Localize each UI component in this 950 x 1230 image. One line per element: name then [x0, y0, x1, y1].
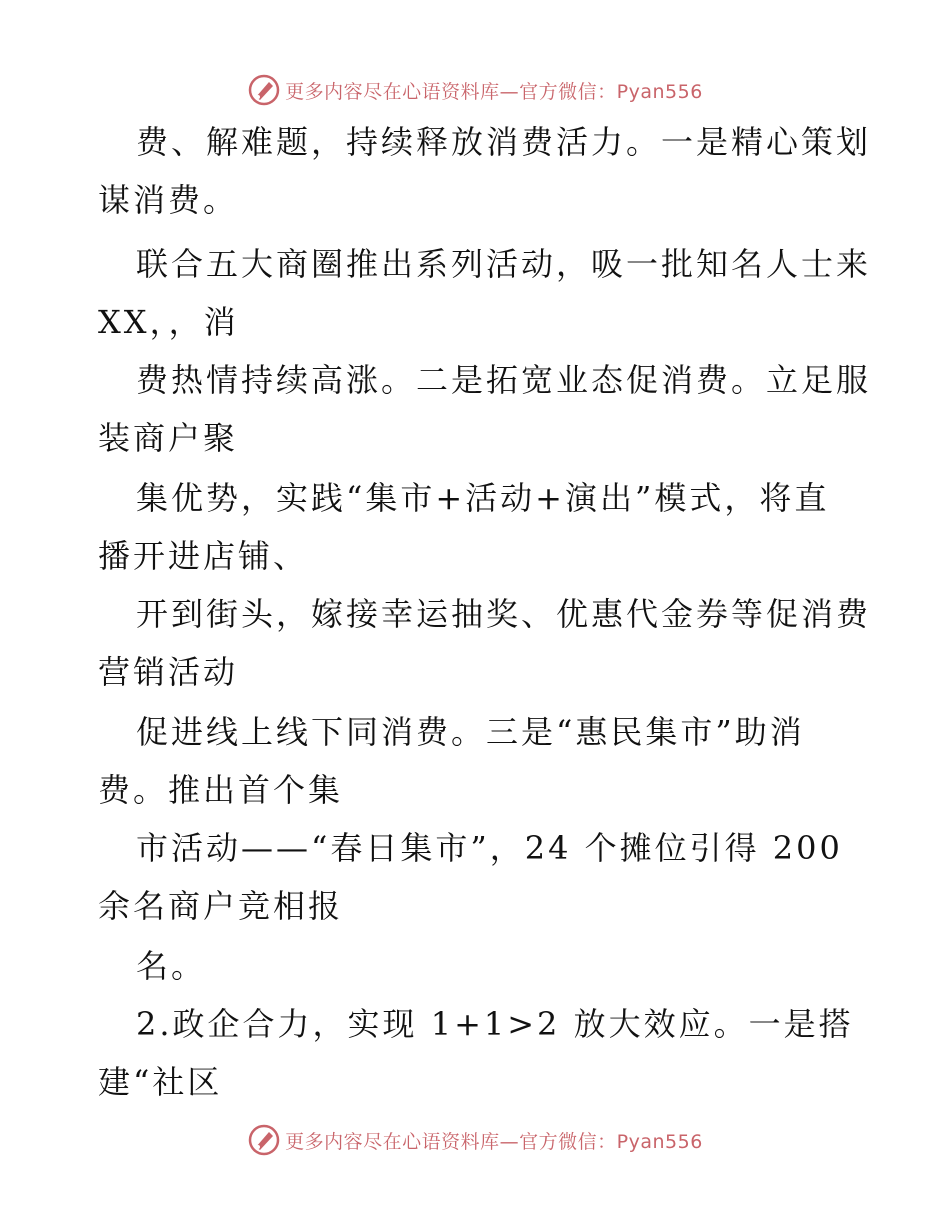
footer-watermark	[0, 1120, 950, 1160]
text-line: 余名商户竞相报	[98, 887, 344, 925]
text-line: 2.政企合力，实现 1+1>2 放大效应。一是搭	[136, 1005, 854, 1043]
text-line: XX，，消	[98, 303, 239, 341]
text-line: 市活动——“春日集市”，24 个摊位引得 200	[136, 829, 843, 867]
text-line: 装商户聚	[98, 419, 239, 457]
text-line: 联合五大商圈推出系列活动，吸一批知名人士来	[136, 245, 872, 283]
text-line: 集优势，实践“集市+活动+演出”模式，将直	[136, 479, 830, 517]
text-line: 名。	[136, 947, 207, 985]
text-line: 建“社区	[98, 1063, 223, 1101]
text-line: 营销活动	[98, 653, 239, 691]
text-line: 费、解难题，持续释放消费活力。一是精心策划	[136, 123, 872, 161]
header-watermark	[0, 70, 950, 110]
text-line: 开到街头，嫁接幸运抽奖、优惠代金券等促消费	[136, 595, 872, 633]
text-line: 促进线上线下同消费。三是“惠民集市”助消	[136, 713, 805, 751]
text-line: 谋消费。	[98, 181, 239, 219]
header-banner-text: 更多内容尽在心语资料库—官方微信：Pyan556	[285, 80, 703, 103]
footer-banner-text: 更多内容尽在心语资料库—官方微信：Pyan556	[285, 1130, 703, 1153]
text-line: 费热情持续高涨。二是拓宽业态促消费。立足服	[136, 361, 872, 399]
text-line: 播开进店铺、	[98, 537, 309, 575]
pen-logo-icon	[247, 73, 281, 107]
pen-logo-icon	[247, 1123, 281, 1157]
text-line: 费。推出首个集	[98, 771, 344, 809]
